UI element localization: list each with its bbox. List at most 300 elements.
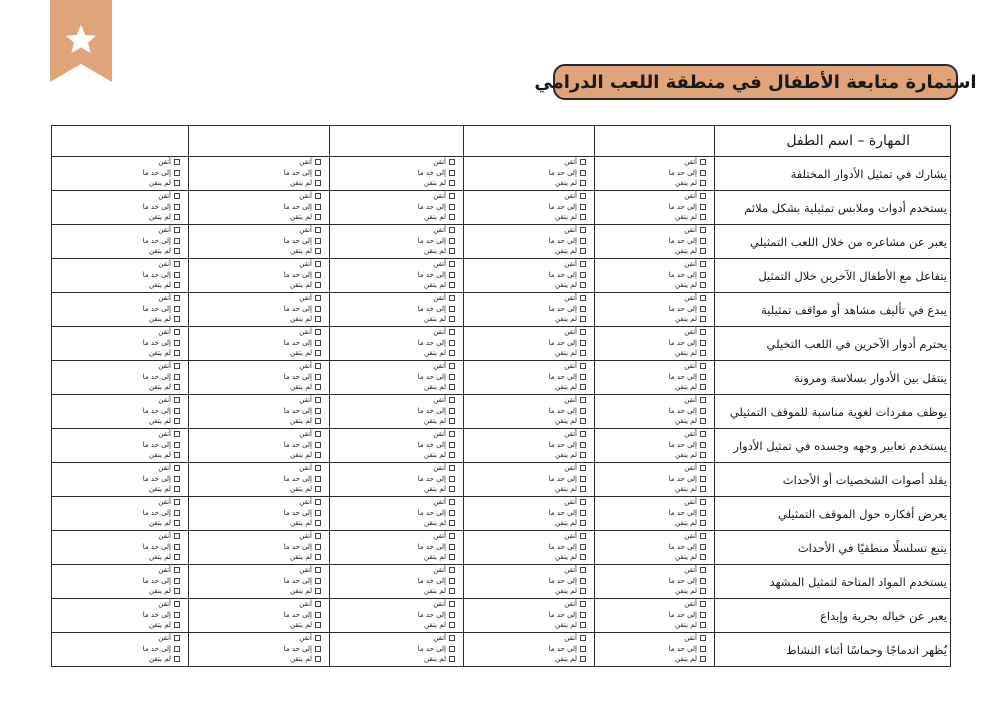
checkbox-icon[interactable] bbox=[315, 316, 321, 322]
checkbox-icon[interactable] bbox=[449, 622, 455, 628]
checkbox-icon[interactable] bbox=[174, 612, 180, 618]
rating-option[interactable] bbox=[433, 633, 455, 644]
rating-option[interactable] bbox=[149, 348, 180, 359]
rating-option[interactable] bbox=[669, 440, 706, 451]
rating-option[interactable] bbox=[684, 497, 706, 508]
checkbox-icon[interactable] bbox=[315, 486, 321, 492]
checkbox-icon[interactable] bbox=[174, 374, 180, 380]
checkbox-icon[interactable] bbox=[315, 567, 321, 573]
checkbox-icon[interactable] bbox=[580, 340, 586, 346]
checkbox-icon[interactable] bbox=[580, 397, 586, 403]
rating-option[interactable] bbox=[284, 270, 321, 281]
checkbox-icon[interactable] bbox=[700, 520, 706, 526]
rating-option[interactable] bbox=[564, 191, 586, 202]
checkbox-icon[interactable] bbox=[700, 408, 706, 414]
checkbox-icon[interactable] bbox=[174, 159, 180, 165]
rating-option[interactable] bbox=[669, 508, 706, 519]
rating-option[interactable] bbox=[143, 644, 180, 655]
rating-option[interactable] bbox=[424, 484, 455, 495]
checkbox-icon[interactable] bbox=[700, 465, 706, 471]
checkbox-icon[interactable] bbox=[449, 316, 455, 322]
rating-option[interactable] bbox=[424, 178, 455, 189]
rating-option[interactable] bbox=[284, 610, 321, 621]
rating-option[interactable] bbox=[564, 633, 586, 644]
rating-option[interactable] bbox=[284, 168, 321, 179]
checkbox-icon[interactable] bbox=[580, 363, 586, 369]
checkbox-icon[interactable] bbox=[580, 350, 586, 356]
rating-option[interactable] bbox=[299, 157, 321, 168]
rating-option[interactable] bbox=[158, 429, 180, 440]
checkbox-icon[interactable] bbox=[580, 452, 586, 458]
rating-option[interactable] bbox=[158, 259, 180, 270]
checkbox-icon[interactable] bbox=[315, 612, 321, 618]
rating-option[interactable] bbox=[299, 293, 321, 304]
rating-option[interactable] bbox=[149, 280, 180, 291]
checkbox-icon[interactable] bbox=[700, 170, 706, 176]
checkbox-icon[interactable] bbox=[315, 350, 321, 356]
checkbox-icon[interactable] bbox=[315, 227, 321, 233]
checkbox-icon[interactable] bbox=[449, 350, 455, 356]
rating-option[interactable] bbox=[555, 586, 586, 597]
checkbox-icon[interactable] bbox=[174, 180, 180, 186]
rating-option[interactable] bbox=[290, 586, 321, 597]
checkbox-icon[interactable] bbox=[700, 282, 706, 288]
rating-option[interactable] bbox=[549, 304, 586, 315]
rating-option[interactable] bbox=[143, 168, 180, 179]
rating-option[interactable] bbox=[669, 474, 706, 485]
checkbox-icon[interactable] bbox=[315, 442, 321, 448]
checkbox-icon[interactable] bbox=[315, 646, 321, 652]
checkbox-icon[interactable] bbox=[700, 159, 706, 165]
checkbox-icon[interactable] bbox=[174, 282, 180, 288]
checkbox-icon[interactable] bbox=[174, 646, 180, 652]
rating-option[interactable] bbox=[299, 327, 321, 338]
checkbox-icon[interactable] bbox=[700, 578, 706, 584]
checkbox-icon[interactable] bbox=[174, 510, 180, 516]
rating-option[interactable] bbox=[418, 406, 455, 417]
checkbox-icon[interactable] bbox=[449, 465, 455, 471]
checkbox-icon[interactable] bbox=[315, 159, 321, 165]
rating-option[interactable] bbox=[669, 542, 706, 553]
checkbox-icon[interactable] bbox=[315, 544, 321, 550]
checkbox-icon[interactable] bbox=[315, 397, 321, 403]
rating-option[interactable] bbox=[675, 246, 706, 257]
rating-option[interactable] bbox=[424, 212, 455, 223]
child-name-cell[interactable] bbox=[464, 126, 595, 157]
rating-option[interactable] bbox=[424, 348, 455, 359]
checkbox-icon[interactable] bbox=[174, 329, 180, 335]
checkbox-icon[interactable] bbox=[700, 646, 706, 652]
checkbox-icon[interactable] bbox=[700, 635, 706, 641]
checkbox-icon[interactable] bbox=[174, 622, 180, 628]
rating-option[interactable] bbox=[684, 225, 706, 236]
checkbox-icon[interactable] bbox=[174, 350, 180, 356]
rating-option[interactable] bbox=[433, 429, 455, 440]
rating-option[interactable] bbox=[290, 518, 321, 529]
checkbox-icon[interactable] bbox=[449, 578, 455, 584]
rating-option[interactable] bbox=[549, 610, 586, 621]
rating-option[interactable] bbox=[675, 314, 706, 325]
checkbox-icon[interactable] bbox=[449, 363, 455, 369]
rating-option[interactable] bbox=[149, 246, 180, 257]
checkbox-icon[interactable] bbox=[315, 282, 321, 288]
checkbox-icon[interactable] bbox=[315, 578, 321, 584]
checkbox-icon[interactable] bbox=[174, 295, 180, 301]
checkbox-icon[interactable] bbox=[700, 442, 706, 448]
rating-option[interactable] bbox=[143, 202, 180, 213]
checkbox-icon[interactable] bbox=[315, 452, 321, 458]
rating-option[interactable] bbox=[549, 474, 586, 485]
rating-option[interactable] bbox=[284, 236, 321, 247]
rating-option[interactable] bbox=[284, 202, 321, 213]
checkbox-icon[interactable] bbox=[580, 646, 586, 652]
checkbox-icon[interactable] bbox=[580, 170, 586, 176]
rating-option[interactable] bbox=[158, 497, 180, 508]
rating-option[interactable] bbox=[424, 552, 455, 563]
checkbox-icon[interactable] bbox=[580, 622, 586, 628]
checkbox-icon[interactable] bbox=[580, 588, 586, 594]
checkbox-icon[interactable] bbox=[174, 520, 180, 526]
rating-option[interactable] bbox=[299, 531, 321, 542]
rating-option[interactable] bbox=[549, 508, 586, 519]
rating-option[interactable] bbox=[149, 654, 180, 665]
rating-option[interactable] bbox=[158, 191, 180, 202]
child-name-cell[interactable] bbox=[330, 126, 464, 157]
checkbox-icon[interactable] bbox=[580, 601, 586, 607]
checkbox-icon[interactable] bbox=[174, 635, 180, 641]
checkbox-icon[interactable] bbox=[449, 510, 455, 516]
checkbox-icon[interactable] bbox=[449, 567, 455, 573]
rating-option[interactable] bbox=[290, 654, 321, 665]
checkbox-icon[interactable] bbox=[700, 431, 706, 437]
checkbox-icon[interactable] bbox=[449, 612, 455, 618]
checkbox-icon[interactable] bbox=[700, 452, 706, 458]
checkbox-icon[interactable] bbox=[700, 363, 706, 369]
checkbox-icon[interactable] bbox=[580, 272, 586, 278]
rating-option[interactable] bbox=[684, 259, 706, 270]
rating-option[interactable] bbox=[564, 599, 586, 610]
checkbox-icon[interactable] bbox=[700, 227, 706, 233]
checkbox-icon[interactable] bbox=[449, 384, 455, 390]
rating-option[interactable] bbox=[418, 304, 455, 315]
rating-option[interactable] bbox=[299, 565, 321, 576]
rating-option[interactable] bbox=[290, 416, 321, 427]
checkbox-icon[interactable] bbox=[315, 204, 321, 210]
checkbox-icon[interactable] bbox=[700, 180, 706, 186]
checkbox-icon[interactable] bbox=[700, 418, 706, 424]
rating-option[interactable] bbox=[433, 565, 455, 576]
checkbox-icon[interactable] bbox=[174, 486, 180, 492]
rating-option[interactable] bbox=[549, 644, 586, 655]
checkbox-icon[interactable] bbox=[315, 214, 321, 220]
rating-option[interactable] bbox=[433, 225, 455, 236]
rating-option[interactable] bbox=[143, 576, 180, 587]
rating-option[interactable] bbox=[549, 576, 586, 587]
rating-option[interactable] bbox=[299, 429, 321, 440]
checkbox-icon[interactable] bbox=[580, 656, 586, 662]
checkbox-icon[interactable] bbox=[700, 295, 706, 301]
rating-option[interactable] bbox=[675, 348, 706, 359]
rating-option[interactable] bbox=[675, 484, 706, 495]
checkbox-icon[interactable] bbox=[315, 295, 321, 301]
rating-option[interactable] bbox=[149, 586, 180, 597]
checkbox-icon[interactable] bbox=[174, 431, 180, 437]
checkbox-icon[interactable] bbox=[174, 248, 180, 254]
checkbox-icon[interactable] bbox=[449, 601, 455, 607]
checkbox-icon[interactable] bbox=[315, 180, 321, 186]
checkbox-icon[interactable] bbox=[700, 612, 706, 618]
rating-option[interactable] bbox=[669, 610, 706, 621]
rating-option[interactable] bbox=[149, 212, 180, 223]
checkbox-icon[interactable] bbox=[449, 544, 455, 550]
rating-option[interactable] bbox=[684, 361, 706, 372]
rating-option[interactable] bbox=[684, 463, 706, 474]
rating-option[interactable] bbox=[549, 440, 586, 451]
checkbox-icon[interactable] bbox=[315, 329, 321, 335]
rating-option[interactable] bbox=[284, 576, 321, 587]
rating-option[interactable] bbox=[669, 338, 706, 349]
rating-option[interactable] bbox=[158, 225, 180, 236]
checkbox-icon[interactable] bbox=[174, 476, 180, 482]
rating-option[interactable] bbox=[684, 327, 706, 338]
rating-option[interactable] bbox=[433, 463, 455, 474]
checkbox-icon[interactable] bbox=[449, 340, 455, 346]
rating-option[interactable] bbox=[424, 246, 455, 257]
checkbox-icon[interactable] bbox=[449, 214, 455, 220]
rating-option[interactable] bbox=[675, 416, 706, 427]
rating-option[interactable] bbox=[549, 236, 586, 247]
checkbox-icon[interactable] bbox=[449, 170, 455, 176]
rating-option[interactable] bbox=[564, 225, 586, 236]
checkbox-icon[interactable] bbox=[174, 578, 180, 584]
checkbox-icon[interactable] bbox=[315, 363, 321, 369]
checkbox-icon[interactable] bbox=[580, 544, 586, 550]
child-name-cell[interactable] bbox=[595, 126, 715, 157]
checkbox-icon[interactable] bbox=[174, 442, 180, 448]
checkbox-icon[interactable] bbox=[174, 193, 180, 199]
checkbox-icon[interactable] bbox=[449, 204, 455, 210]
rating-option[interactable] bbox=[158, 293, 180, 304]
checkbox-icon[interactable] bbox=[580, 227, 586, 233]
rating-option[interactable] bbox=[669, 236, 706, 247]
rating-option[interactable] bbox=[669, 168, 706, 179]
checkbox-icon[interactable] bbox=[700, 499, 706, 505]
rating-option[interactable] bbox=[669, 304, 706, 315]
checkbox-icon[interactable] bbox=[580, 180, 586, 186]
checkbox-icon[interactable] bbox=[580, 248, 586, 254]
checkbox-icon[interactable] bbox=[174, 418, 180, 424]
checkbox-icon[interactable] bbox=[449, 588, 455, 594]
checkbox-icon[interactable] bbox=[449, 499, 455, 505]
checkbox-icon[interactable] bbox=[315, 170, 321, 176]
checkbox-icon[interactable] bbox=[700, 588, 706, 594]
rating-option[interactable] bbox=[290, 314, 321, 325]
rating-option[interactable] bbox=[284, 440, 321, 451]
rating-option[interactable] bbox=[433, 293, 455, 304]
checkbox-icon[interactable] bbox=[315, 384, 321, 390]
checkbox-icon[interactable] bbox=[700, 238, 706, 244]
checkbox-icon[interactable] bbox=[449, 159, 455, 165]
rating-option[interactable] bbox=[555, 280, 586, 291]
rating-option[interactable] bbox=[143, 542, 180, 553]
rating-option[interactable] bbox=[549, 168, 586, 179]
rating-option[interactable] bbox=[143, 440, 180, 451]
checkbox-icon[interactable] bbox=[580, 384, 586, 390]
rating-option[interactable] bbox=[158, 361, 180, 372]
checkbox-icon[interactable] bbox=[580, 520, 586, 526]
rating-option[interactable] bbox=[564, 497, 586, 508]
checkbox-icon[interactable] bbox=[700, 622, 706, 628]
rating-option[interactable] bbox=[424, 518, 455, 529]
checkbox-icon[interactable] bbox=[174, 656, 180, 662]
checkbox-icon[interactable] bbox=[580, 499, 586, 505]
checkbox-icon[interactable] bbox=[449, 646, 455, 652]
rating-option[interactable] bbox=[564, 429, 586, 440]
rating-option[interactable] bbox=[143, 338, 180, 349]
rating-option[interactable] bbox=[564, 361, 586, 372]
rating-option[interactable] bbox=[418, 508, 455, 519]
rating-option[interactable] bbox=[290, 178, 321, 189]
rating-option[interactable] bbox=[143, 270, 180, 281]
rating-option[interactable] bbox=[675, 552, 706, 563]
rating-option[interactable] bbox=[555, 212, 586, 223]
rating-option[interactable] bbox=[284, 508, 321, 519]
checkbox-icon[interactable] bbox=[580, 306, 586, 312]
checkbox-icon[interactable] bbox=[174, 306, 180, 312]
rating-option[interactable] bbox=[433, 259, 455, 270]
rating-option[interactable] bbox=[290, 552, 321, 563]
rating-option[interactable] bbox=[149, 416, 180, 427]
rating-option[interactable] bbox=[684, 191, 706, 202]
checkbox-icon[interactable] bbox=[174, 170, 180, 176]
checkbox-icon[interactable] bbox=[315, 588, 321, 594]
checkbox-icon[interactable] bbox=[174, 363, 180, 369]
rating-option[interactable] bbox=[564, 259, 586, 270]
rating-option[interactable] bbox=[299, 599, 321, 610]
rating-option[interactable] bbox=[555, 178, 586, 189]
checkbox-icon[interactable] bbox=[174, 340, 180, 346]
rating-option[interactable] bbox=[290, 484, 321, 495]
rating-option[interactable] bbox=[555, 246, 586, 257]
rating-option[interactable] bbox=[149, 450, 180, 461]
rating-option[interactable] bbox=[290, 212, 321, 223]
checkbox-icon[interactable] bbox=[700, 567, 706, 573]
rating-option[interactable] bbox=[433, 327, 455, 338]
rating-option[interactable] bbox=[158, 157, 180, 168]
rating-option[interactable] bbox=[549, 406, 586, 417]
rating-option[interactable] bbox=[299, 225, 321, 236]
checkbox-icon[interactable] bbox=[315, 533, 321, 539]
rating-option[interactable] bbox=[669, 644, 706, 655]
rating-option[interactable] bbox=[418, 202, 455, 213]
checkbox-icon[interactable] bbox=[580, 193, 586, 199]
checkbox-icon[interactable] bbox=[700, 476, 706, 482]
checkbox-icon[interactable] bbox=[174, 214, 180, 220]
checkbox-icon[interactable] bbox=[449, 397, 455, 403]
checkbox-icon[interactable] bbox=[315, 554, 321, 560]
rating-option[interactable] bbox=[299, 497, 321, 508]
rating-option[interactable] bbox=[564, 157, 586, 168]
checkbox-icon[interactable] bbox=[449, 261, 455, 267]
rating-option[interactable] bbox=[143, 508, 180, 519]
rating-option[interactable] bbox=[675, 280, 706, 291]
rating-option[interactable] bbox=[564, 395, 586, 406]
checkbox-icon[interactable] bbox=[449, 227, 455, 233]
checkbox-icon[interactable] bbox=[174, 533, 180, 539]
checkbox-icon[interactable] bbox=[700, 306, 706, 312]
rating-option[interactable] bbox=[555, 654, 586, 665]
rating-option[interactable] bbox=[555, 416, 586, 427]
checkbox-icon[interactable] bbox=[449, 272, 455, 278]
checkbox-icon[interactable] bbox=[449, 306, 455, 312]
rating-option[interactable] bbox=[555, 484, 586, 495]
checkbox-icon[interactable] bbox=[315, 248, 321, 254]
rating-option[interactable] bbox=[684, 565, 706, 576]
rating-option[interactable] bbox=[433, 395, 455, 406]
rating-option[interactable] bbox=[149, 178, 180, 189]
rating-option[interactable] bbox=[143, 610, 180, 621]
rating-option[interactable] bbox=[290, 246, 321, 257]
rating-option[interactable] bbox=[424, 314, 455, 325]
rating-option[interactable] bbox=[158, 463, 180, 474]
checkbox-icon[interactable] bbox=[580, 476, 586, 482]
rating-option[interactable] bbox=[158, 599, 180, 610]
rating-option[interactable] bbox=[299, 463, 321, 474]
rating-option[interactable] bbox=[418, 644, 455, 655]
rating-option[interactable] bbox=[675, 654, 706, 665]
rating-option[interactable] bbox=[290, 280, 321, 291]
checkbox-icon[interactable] bbox=[700, 486, 706, 492]
rating-option[interactable] bbox=[290, 450, 321, 461]
checkbox-icon[interactable] bbox=[315, 272, 321, 278]
checkbox-icon[interactable] bbox=[700, 204, 706, 210]
checkbox-icon[interactable] bbox=[700, 374, 706, 380]
checkbox-icon[interactable] bbox=[700, 384, 706, 390]
rating-option[interactable] bbox=[684, 293, 706, 304]
rating-option[interactable] bbox=[564, 293, 586, 304]
checkbox-icon[interactable] bbox=[580, 510, 586, 516]
checkbox-icon[interactable] bbox=[580, 567, 586, 573]
rating-option[interactable] bbox=[684, 599, 706, 610]
checkbox-icon[interactable] bbox=[315, 465, 321, 471]
rating-option[interactable] bbox=[143, 474, 180, 485]
checkbox-icon[interactable] bbox=[700, 193, 706, 199]
rating-option[interactable] bbox=[675, 620, 706, 631]
checkbox-icon[interactable] bbox=[174, 261, 180, 267]
rating-option[interactable] bbox=[149, 552, 180, 563]
rating-option[interactable] bbox=[424, 654, 455, 665]
rating-option[interactable] bbox=[433, 599, 455, 610]
checkbox-icon[interactable] bbox=[174, 384, 180, 390]
rating-option[interactable] bbox=[418, 372, 455, 383]
rating-option[interactable] bbox=[418, 168, 455, 179]
rating-option[interactable] bbox=[669, 576, 706, 587]
rating-option[interactable] bbox=[418, 576, 455, 587]
rating-option[interactable] bbox=[549, 542, 586, 553]
checkbox-icon[interactable] bbox=[174, 567, 180, 573]
checkbox-icon[interactable] bbox=[580, 431, 586, 437]
rating-option[interactable] bbox=[143, 236, 180, 247]
rating-option[interactable] bbox=[669, 406, 706, 417]
rating-option[interactable] bbox=[158, 531, 180, 542]
rating-option[interactable] bbox=[564, 463, 586, 474]
rating-option[interactable] bbox=[675, 450, 706, 461]
checkbox-icon[interactable] bbox=[449, 238, 455, 244]
checkbox-icon[interactable] bbox=[700, 248, 706, 254]
checkbox-icon[interactable] bbox=[449, 533, 455, 539]
rating-option[interactable] bbox=[684, 395, 706, 406]
rating-option[interactable] bbox=[418, 440, 455, 451]
